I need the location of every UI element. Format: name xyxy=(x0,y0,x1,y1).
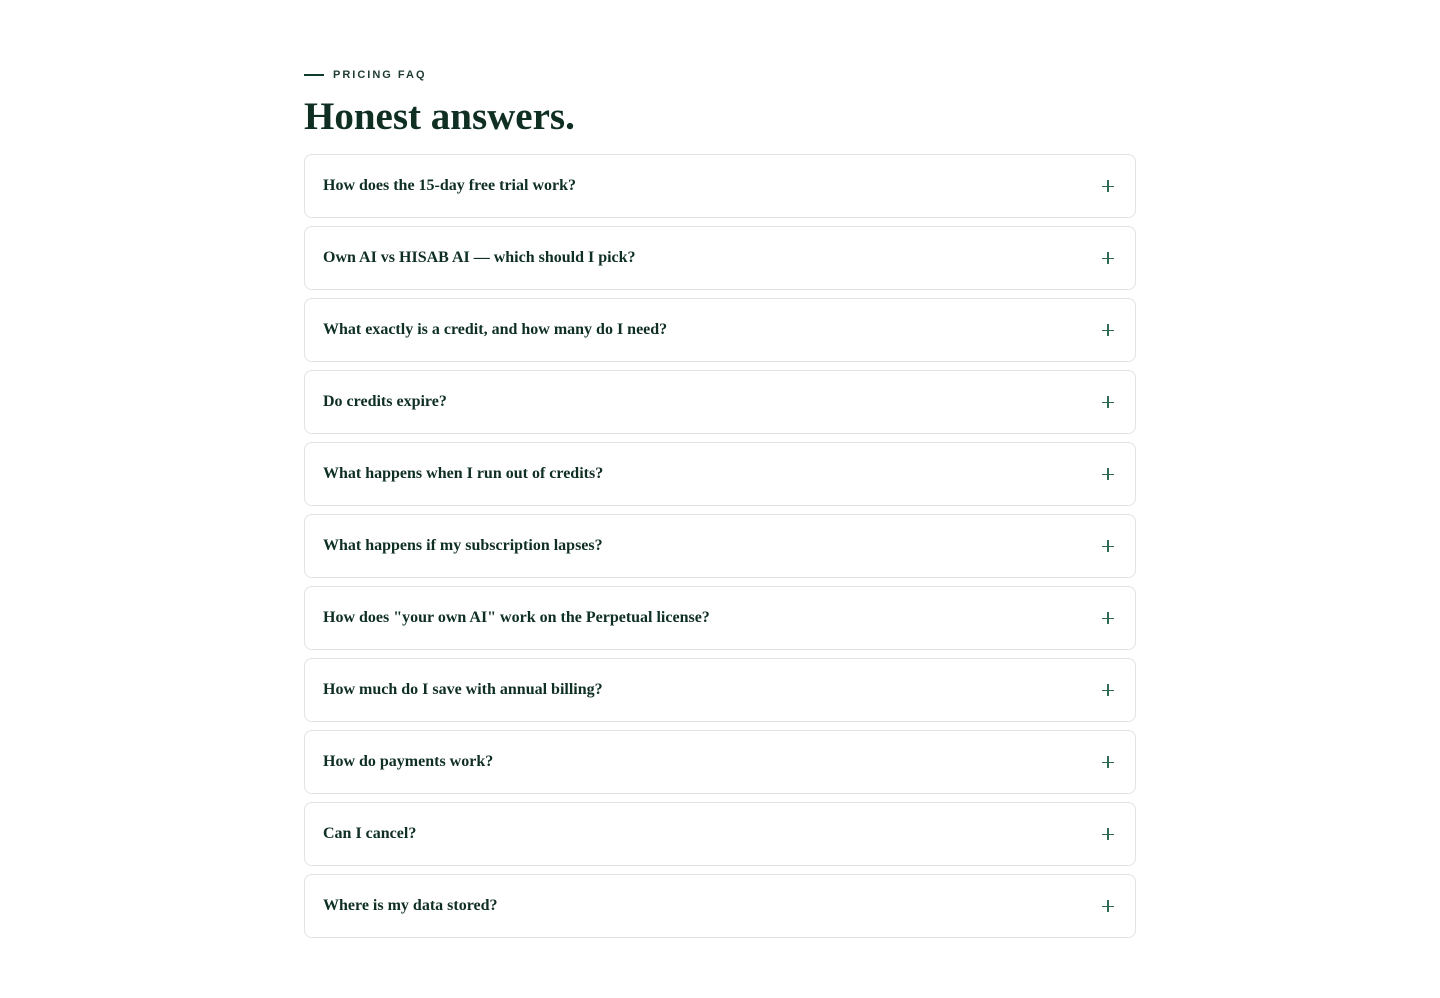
plus-icon[interactable] xyxy=(1101,683,1115,697)
faq-question: Can I cancel? xyxy=(323,825,417,842)
faq-question: How does the 15-day free trial work? xyxy=(323,177,576,194)
plus-icon[interactable] xyxy=(1101,395,1115,409)
faq-item[interactable] xyxy=(304,442,1136,506)
plus-icon[interactable] xyxy=(1101,539,1115,553)
faq-question: What exactly is a credit, and how many do I need? xyxy=(323,321,668,338)
faq-item[interactable] xyxy=(304,298,1136,362)
faq-question: How do payments work? xyxy=(323,753,494,770)
faq-item[interactable] xyxy=(304,658,1136,722)
faq-question: What happens if my subscription lapses? xyxy=(323,537,603,554)
faq-question: What happens when I run out of credits? xyxy=(323,465,604,482)
eyebrow xyxy=(304,68,427,82)
faq-item[interactable] xyxy=(304,370,1136,434)
plus-icon[interactable] xyxy=(1101,899,1115,913)
plus-icon[interactable] xyxy=(1101,611,1115,625)
faq-question: Do credits expire? xyxy=(323,393,447,410)
page-title: Honest answers. xyxy=(304,95,575,138)
faq-item[interactable] xyxy=(304,730,1136,794)
plus-icon[interactable] xyxy=(1101,755,1115,769)
faq-item[interactable] xyxy=(304,874,1136,938)
eyebrow-label: PRICING FAQ xyxy=(333,69,427,81)
plus-icon[interactable] xyxy=(1101,323,1115,337)
faq-item[interactable] xyxy=(304,154,1136,218)
faq-question: How much do I save with annual billing? xyxy=(323,681,603,698)
faq-list xyxy=(304,154,1136,946)
plus-icon[interactable] xyxy=(1101,179,1115,193)
faq-question: Own AI vs HISAB AI — which should I pick? xyxy=(323,249,636,266)
plus-icon[interactable] xyxy=(1101,827,1115,841)
plus-icon[interactable] xyxy=(1101,467,1115,481)
faq-item[interactable] xyxy=(304,226,1136,290)
plus-icon[interactable] xyxy=(1101,251,1115,265)
eyebrow-line xyxy=(304,74,324,76)
faq-question: Where is my data stored? xyxy=(323,897,498,914)
faq-question: How does "your own AI" work on the Perpetual license? xyxy=(323,609,710,626)
faq-item[interactable] xyxy=(304,514,1136,578)
faq-item[interactable] xyxy=(304,586,1136,650)
faq-item[interactable] xyxy=(304,802,1136,866)
